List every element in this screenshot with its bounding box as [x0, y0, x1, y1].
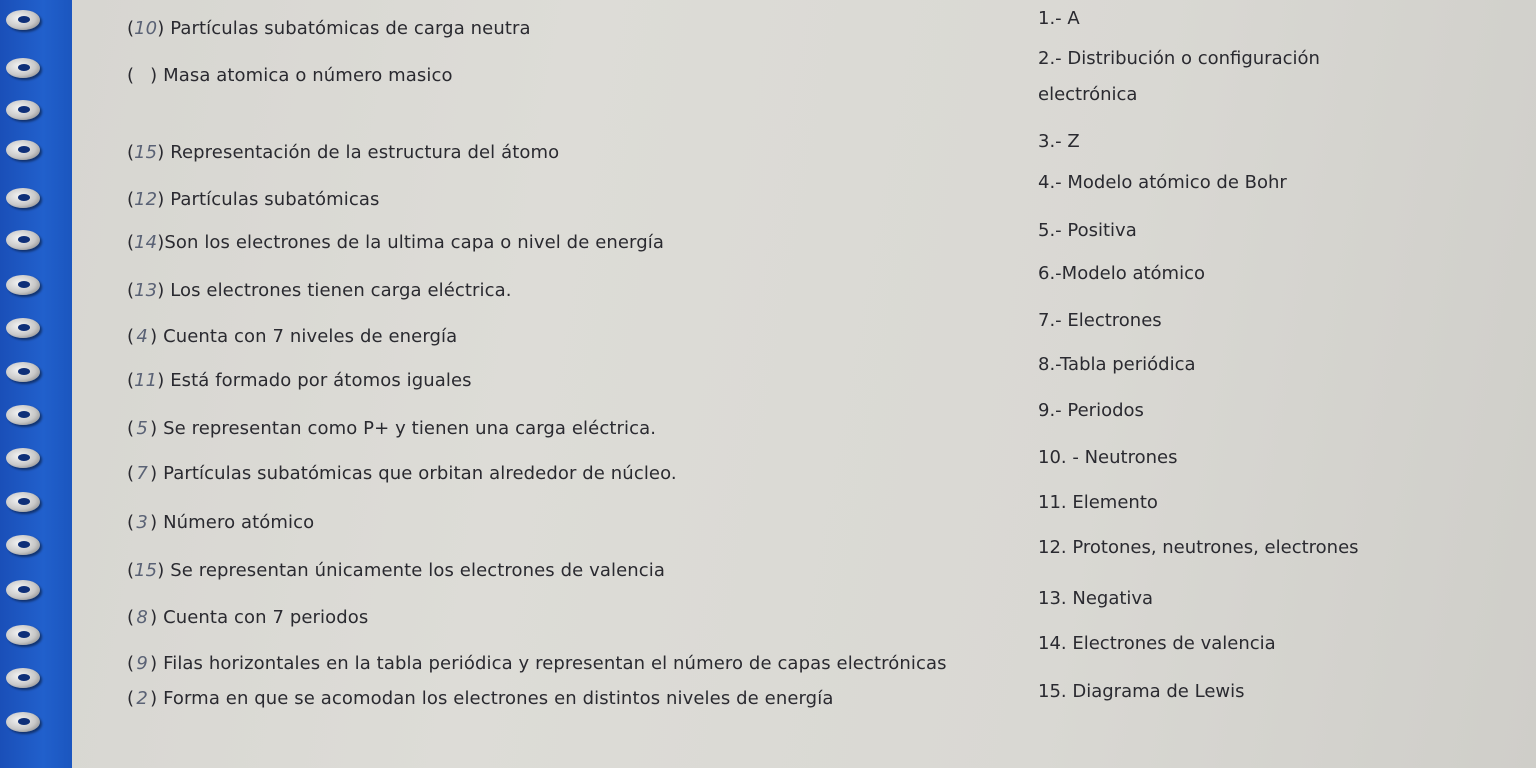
- question-text: Masa atomica o número masico: [163, 65, 453, 86]
- handwritten-answer[interactable]: 14: [134, 232, 158, 253]
- question-item: ( ) Masa atomica o número masico: [127, 65, 453, 86]
- handwritten-answer[interactable]: 10: [134, 18, 158, 39]
- question-item: (13) Los electrones tienen carga eléctrica.: [127, 280, 512, 301]
- question-text: Está formado por átomos iguales: [170, 370, 472, 391]
- question-item: (11) Está formado por átomos iguales: [127, 370, 472, 391]
- handwritten-answer[interactable]: 13: [134, 280, 158, 301]
- spiral-ring: [6, 362, 40, 382]
- spiral-ring: [6, 10, 40, 30]
- answer-option-continuation: electrónica: [1038, 84, 1138, 105]
- handwritten-answer[interactable]: 4: [136, 326, 148, 347]
- notebook-binding: [0, 0, 72, 768]
- question-text: Partículas subatómicas de carga neutra: [170, 18, 531, 39]
- question-item: (15) Representación de la estructura del átomo: [127, 142, 560, 163]
- spiral-ring: [6, 100, 40, 120]
- answer-option: 15. Diagrama de Lewis: [1038, 681, 1245, 702]
- question-item: ( 3 ) Número atómico: [127, 512, 315, 533]
- handwritten-answer[interactable]: 9: [136, 653, 148, 674]
- question-item: ( 8 ) Cuenta con 7 periodos: [127, 607, 369, 628]
- question-text: Se representan únicamente los electrones de valencia: [170, 560, 666, 581]
- handwritten-answer[interactable]: 12: [134, 189, 158, 210]
- answer-option: 8.-Tabla periódica: [1038, 354, 1196, 375]
- answer-option: 6.-Modelo atómico: [1038, 263, 1205, 284]
- question-text: Son los electrones de la ultima capa o nivel de energía: [164, 232, 664, 253]
- spiral-ring: [6, 230, 40, 250]
- answer-option: 7.- Electrones: [1038, 310, 1162, 331]
- answer-option: 13. Negativa: [1038, 588, 1154, 609]
- spiral-ring: [6, 492, 40, 512]
- handwritten-answer[interactable]: 11: [134, 370, 158, 391]
- answer-option: 3.- Z: [1038, 131, 1080, 152]
- question-text: Número atómico: [163, 512, 315, 533]
- answer-option: 11. Elemento: [1038, 492, 1158, 513]
- answer-option: 12. Protones, neutrones, electrones: [1038, 537, 1359, 558]
- spiral-ring: [6, 188, 40, 208]
- answer-option: 1.- A: [1038, 8, 1080, 29]
- spiral-ring: [6, 535, 40, 555]
- spiral-ring: [6, 580, 40, 600]
- answer-option: 2.- Distribución o configuración: [1038, 48, 1320, 69]
- spiral-ring: [6, 625, 40, 645]
- answer-option: 5.- Positiva: [1038, 220, 1137, 241]
- question-item: (10) Partículas subatómicas de carga neutra: [127, 18, 531, 39]
- question-item: (15) Se representan únicamente los electrones de valencia: [127, 560, 666, 581]
- spiral-ring: [6, 405, 40, 425]
- question-text: Representación de la estructura del átomo: [170, 142, 560, 163]
- spiral-ring: [6, 275, 40, 295]
- question-item: ( 2 ) Forma en que se acomodan los electrones en distintos niveles de energía: [127, 688, 834, 709]
- spiral-ring: [6, 712, 40, 732]
- question-text: Partículas subatómicas que orbitan alrededor de núcleo.: [163, 463, 677, 484]
- question-item: ( 7 ) Partículas subatómicas que orbitan alrededor de núcleo.: [127, 463, 677, 484]
- question-text: Cuenta con 7 periodos: [163, 607, 369, 628]
- handwritten-answer[interactable]: 8: [136, 607, 148, 628]
- question-text: Los electrones tienen carga eléctrica.: [170, 280, 512, 301]
- question-item: ( 5 ) Se representan como P+ y tienen una carga eléctrica.: [127, 418, 657, 439]
- question-item: (14)Son los electrones de la ultima capa o nivel de energía: [127, 232, 664, 253]
- spiral-ring: [6, 448, 40, 468]
- question-text: Cuenta con 7 niveles de energía: [163, 326, 458, 347]
- answer-option: 9.- Periodos: [1038, 400, 1144, 421]
- question-item: ( 4 ) Cuenta con 7 niveles de energía: [127, 326, 458, 347]
- worksheet-page: [72, 0, 1536, 768]
- spiral-ring: [6, 318, 40, 338]
- handwritten-answer[interactable]: 15: [134, 560, 158, 581]
- answer-option: 14. Electrones de valencia: [1038, 633, 1276, 654]
- answer-option: 10. - Neutrones: [1038, 447, 1178, 468]
- question-item: (12) Partículas subatómicas: [127, 189, 380, 210]
- handwritten-answer[interactable]: 15: [134, 142, 158, 163]
- question-text: Forma en que se acomodan los electrones en distintos niveles de energía: [163, 688, 834, 709]
- spiral-ring: [6, 58, 40, 78]
- answer-option: 4.- Modelo atómico de Bohr: [1038, 172, 1287, 193]
- question-item: ( 9 ) Filas horizontales en la tabla periódica y representan el número de capas electrónicas: [127, 653, 947, 674]
- spiral-ring: [6, 668, 40, 688]
- handwritten-answer[interactable]: 2: [136, 688, 148, 709]
- handwritten-answer[interactable]: 5: [136, 418, 148, 439]
- handwritten-answer[interactable]: 3: [136, 512, 148, 533]
- question-text: Filas horizontales en la tabla periódica y representan el número de capas electrónicas: [163, 653, 947, 674]
- spiral-ring: [6, 140, 40, 160]
- question-text: Se representan como P+ y tienen una carga eléctrica.: [163, 418, 657, 439]
- question-text: Partículas subatómicas: [170, 189, 380, 210]
- handwritten-answer[interactable]: 7: [136, 463, 148, 484]
